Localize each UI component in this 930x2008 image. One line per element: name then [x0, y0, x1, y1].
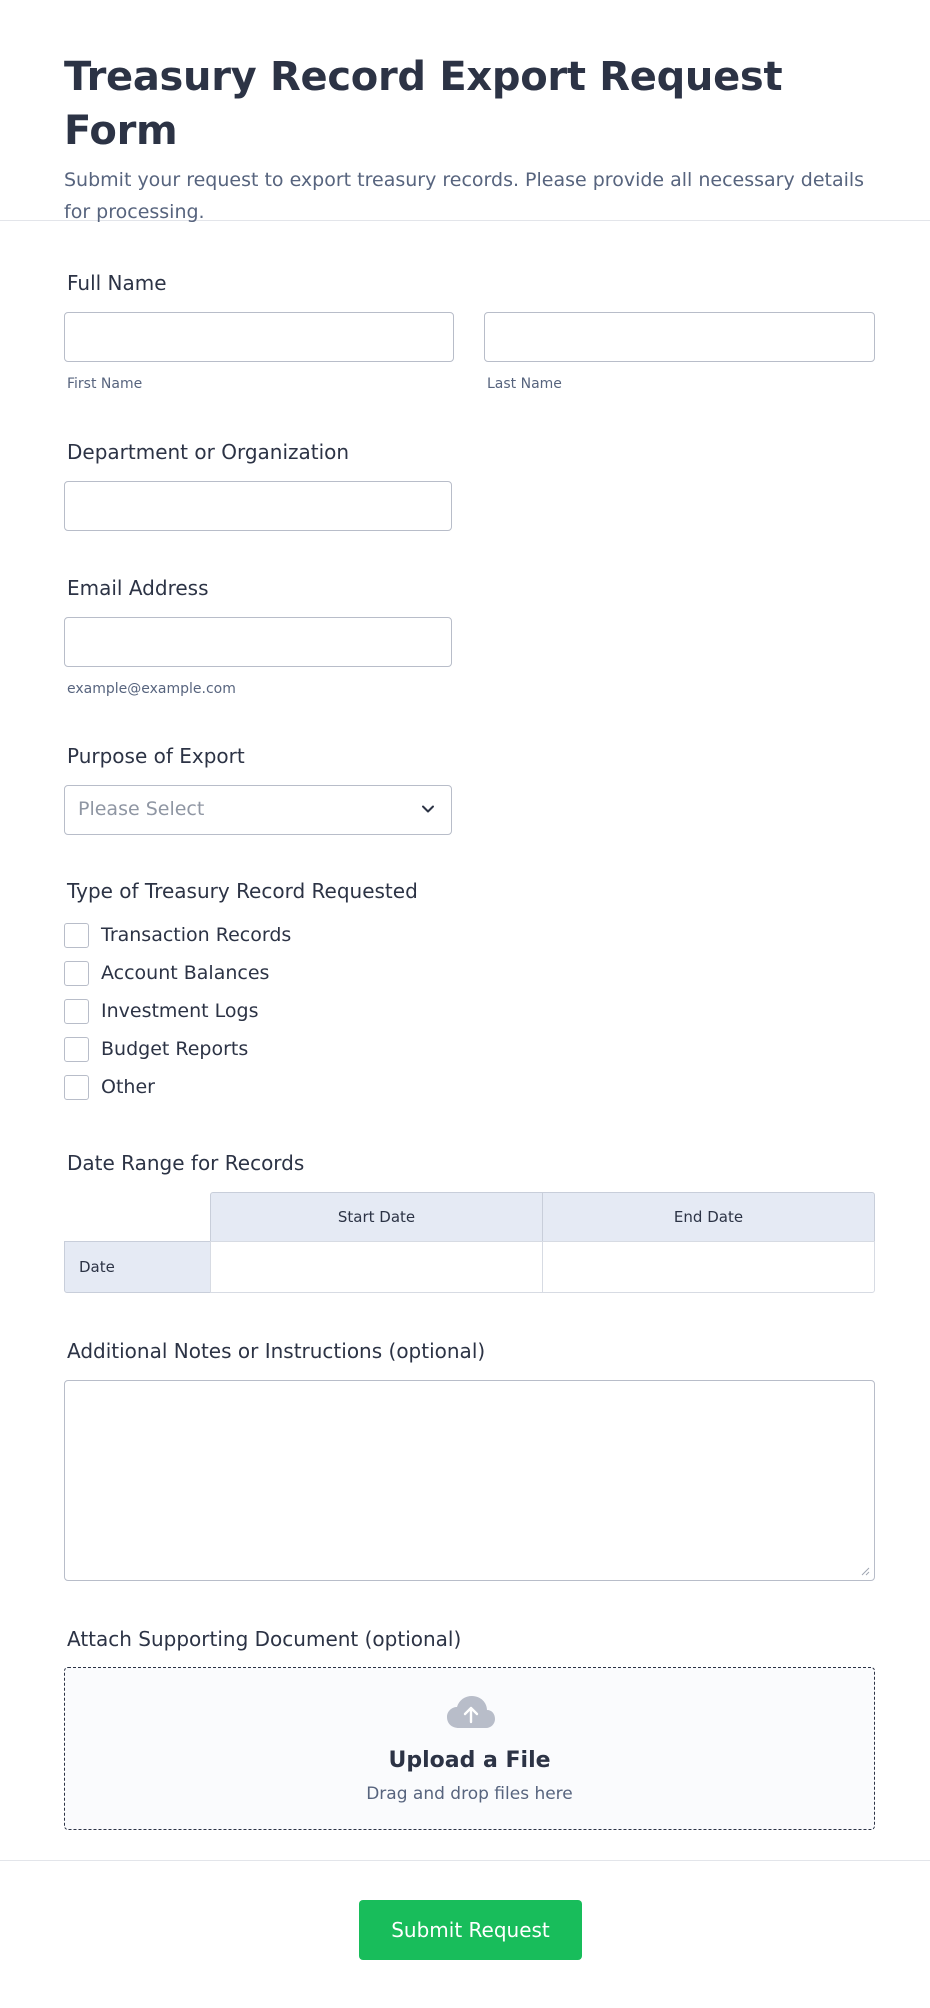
checkbox-option[interactable] [64, 1074, 155, 1100]
start-date-cell[interactable] [210, 1241, 543, 1293]
full-name-label: Full Name [67, 271, 167, 295]
checkbox-label: Transaction Records [101, 924, 292, 946]
date-range-table [64, 1192, 875, 1293]
end-date-cell[interactable] [542, 1241, 875, 1293]
checkbox[interactable] [64, 1037, 89, 1062]
checkbox[interactable] [64, 999, 89, 1024]
footer-divider [0, 1860, 930, 1861]
checkbox-label: Budget Reports [101, 1038, 249, 1060]
checkbox-option[interactable] [64, 1036, 248, 1062]
purpose-select[interactable] [64, 785, 452, 835]
checkbox-label: Account Balances [101, 962, 270, 984]
last-name-sublabel: Last Name [487, 376, 562, 392]
checkbox-label: Investment Logs [101, 1000, 259, 1022]
checkbox[interactable] [64, 961, 89, 986]
purpose-label: Purpose of Export [67, 744, 245, 768]
first-name-sublabel: First Name [67, 376, 143, 392]
page-title: Treasury Record Export Request Form [64, 54, 783, 154]
upload-title: Upload a File [388, 1748, 551, 1773]
checkbox[interactable] [64, 923, 89, 948]
email-sublabel: example@example.com [67, 681, 236, 697]
notes-textarea[interactable] [64, 1380, 875, 1581]
email-input[interactable] [64, 617, 452, 667]
checkbox-label: Other [101, 1076, 155, 1098]
submit-button[interactable]: Submit Request [359, 1900, 582, 1960]
form-header [0, 0, 930, 221]
record-type-label: Type of Treasury Record Requested [67, 879, 418, 903]
checkbox-option[interactable] [64, 922, 291, 948]
upload-subtitle: Drag and drop files here [366, 1784, 573, 1804]
date-range-label: Date Range for Records [67, 1151, 305, 1175]
purpose-select-value: Please Select [78, 798, 205, 820]
file-upload-dropzone[interactable] [64, 1667, 875, 1830]
email-label: Email Address [67, 576, 209, 600]
notes-label: Additional Notes or Instructions (optional) [67, 1339, 486, 1363]
end-date-header: End Date [542, 1192, 875, 1242]
department-input[interactable] [64, 481, 452, 531]
attachment-label: Attach Supporting Document (optional) [67, 1627, 462, 1651]
chevron-down-icon [419, 800, 437, 818]
first-name-input[interactable] [64, 312, 454, 362]
cloud-upload-icon [445, 1694, 497, 1730]
department-label: Department or Organization [67, 440, 350, 464]
last-name-input[interactable] [484, 312, 875, 362]
checkbox-option[interactable] [64, 960, 269, 986]
date-row-label: Date [64, 1241, 211, 1293]
start-date-header: Start Date [210, 1192, 543, 1242]
resize-handle-icon[interactable] [860, 1566, 870, 1576]
checkbox[interactable] [64, 1075, 89, 1100]
page-subtitle: Submit your request to export treasury records. Please provide all necessary details for processing. [64, 169, 865, 223]
checkbox-option[interactable] [64, 998, 259, 1024]
